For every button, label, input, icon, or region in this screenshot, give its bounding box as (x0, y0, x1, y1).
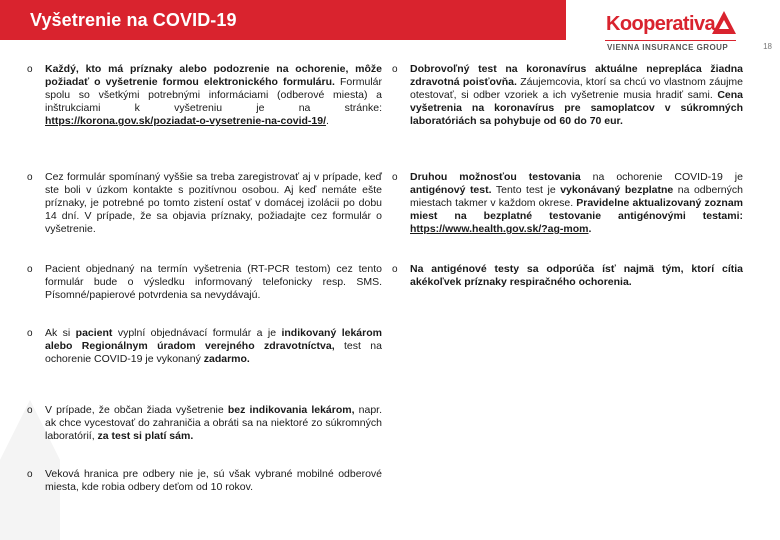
list-item (392, 263, 743, 289)
text-bold: Pravidelne aktualizovaný zoznam miest na bezplatné testovanie antigénovými testami: (410, 197, 744, 222)
list-item (27, 263, 382, 302)
text-bold: vykonávaný bezplatne (560, 184, 674, 196)
list-item (27, 404, 382, 443)
bullet-marker: o (392, 172, 398, 183)
page-title: Vyšetrenie na COVID-19 (30, 10, 237, 30)
korona-link[interactable]: https://korona.gov.sk/poziadat-o-vysetrenie-na-covid-19/ (45, 115, 327, 127)
text: Záujemcovia, ktorí sa chcú vo vlastnom záujme otestovať, si odber vzoriek a ich vyšetrenie musia hradiť sami. (410, 76, 743, 101)
text: Pacient objednaný na termín vyšetrenia (RT-PCR testom) cez tento formulár bude o výsledku informovaný telefonicky resp. SMS. Písomné/papierové potvrdenia sa nevydávajú. (45, 263, 382, 301)
list-item (27, 63, 382, 128)
bullet-text (410, 171, 743, 236)
text-bold: pacient (75, 327, 113, 339)
text-bold: Na antigénové testy sa odporúča ísť najmä tým, ktorí cítia akékoľvek príznaky respiračného ochorenia. (410, 263, 743, 288)
bullet-marker: o (27, 264, 33, 275)
text: Ak si (45, 327, 76, 339)
header-bar (0, 0, 566, 40)
logo-subtitle: VIENNA INSURANCE GROUP (607, 43, 729, 52)
bullet-marker: o (27, 469, 33, 480)
text: na odberných miestach takmer v každom okrese. (410, 184, 743, 209)
bullet-marker: o (27, 405, 33, 416)
bullet-marker: o (27, 328, 33, 339)
list-item (27, 171, 382, 236)
bullet-text (410, 63, 743, 128)
bullet-marker: o (392, 264, 398, 275)
text-bold: . (588, 223, 592, 235)
text: Formulár spolu so všetkými potrebnými informáciami (odberové miesta) a inštrukciami k vyšetreniu je na stránke: (45, 76, 382, 114)
text: Tento test je (491, 184, 561, 196)
list-item (392, 171, 743, 236)
text: . (326, 115, 329, 127)
logo-triangle-icon (711, 10, 737, 36)
bullet-text (45, 63, 382, 128)
text-bold: Druhou možnosťou testovania (410, 171, 581, 183)
logo-name: Kooperativa (606, 13, 715, 35)
health-gov-link[interactable]: https://www.health.gov.sk/?ag-mom (410, 223, 589, 235)
text-bold: Každý, kto má príznaky alebo podozrenie na ochorenie, môže požiadať o vyšetrenie formou elektronického formuláru. (45, 63, 382, 88)
text: Cez formulár spomínaný vyššie sa treba zaregistrovať aj v prípade, keď ste boli v úzkom kontakte s pozitívnou osobou. Aj keď nemáte ešte príznaky, je potrebné po tomto zistení ostať v domácej izolácii po dobu 14 dní. V prípade, že sa objavia príznaky, požiadajte cez formulár o vyšetrenie. (45, 171, 382, 235)
text: napr. ak chce vycestovať do zahraničia a obráti sa na niektoré zo súkromných laboratórií, (45, 404, 382, 442)
bullet-text (45, 327, 382, 366)
bullet-marker: o (27, 64, 33, 75)
bullet-marker: o (392, 64, 398, 75)
text-bold: Cena vyšetrenia na koronavírus pre samoplatcov v súkromných laboratóriách sa pohybuje od 60 do 70 eur. (410, 89, 743, 127)
text-bold: za test si platí sám. (97, 430, 194, 442)
bullet-text (45, 404, 382, 443)
kooperativa-logo (602, 7, 742, 53)
text: V prípade, že občan žiada vyšetrenie (45, 404, 228, 416)
list-item (27, 468, 382, 494)
bullet-text (410, 263, 743, 289)
text-bold: zadarmo. (203, 353, 250, 365)
bullet-text (45, 468, 382, 494)
text-bold: bez indikovania lekárom, (227, 404, 355, 416)
page-number: 18 (763, 42, 772, 51)
bullet-text (45, 263, 382, 302)
text-bold: indikovaný lekárom alebo Regionálnym úradom verejného zdravotníctva, (45, 327, 382, 352)
list-item (392, 63, 743, 128)
text: Veková hranica pre odbery nie je, sú však vybrané mobilné odberové miesta, kde robia odbery deťom od 10 rokov. (45, 468, 382, 493)
text-bold: Dobrovoľný test na koronavírus aktuálne neprepláca žiadna zdravotná poisťovňa. (410, 63, 743, 88)
logo-divider (605, 40, 736, 41)
text: test na ochorenie COVID-19 je vykonaný (45, 340, 382, 365)
text-bold: antigénový test. (410, 184, 492, 196)
list-item (27, 327, 382, 366)
bullet-text (45, 171, 382, 236)
text: vyplní objednávací formulár a je (112, 327, 282, 339)
bullet-marker: o (27, 172, 33, 183)
text: na ochorenie COVID-19 je (580, 171, 743, 183)
